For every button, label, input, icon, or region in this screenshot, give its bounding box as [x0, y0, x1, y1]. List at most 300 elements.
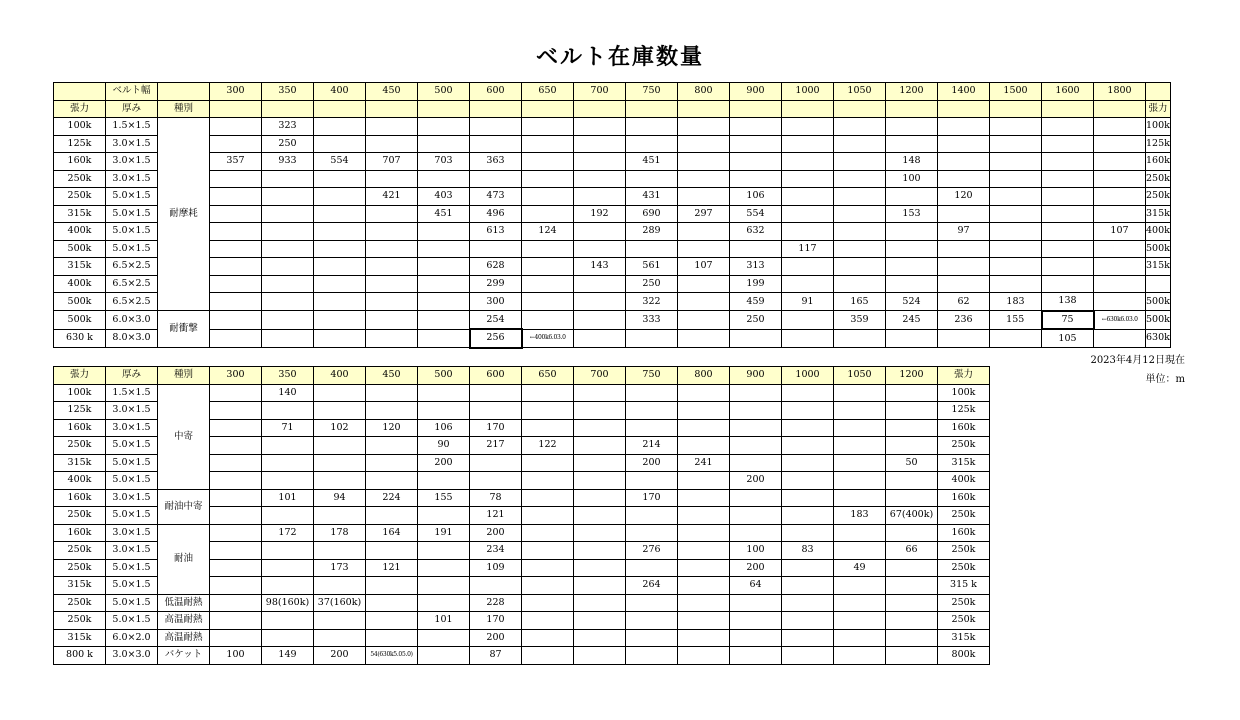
- stock-cell: [522, 419, 574, 437]
- stock-cell: [262, 223, 314, 241]
- stock-cell: [262, 507, 314, 525]
- stock-cell: [522, 258, 574, 276]
- stock-cell: [522, 275, 574, 293]
- tension-cell-right: 315k: [1146, 205, 1171, 223]
- stock-cell: [990, 258, 1042, 276]
- tension-cell-right: 160k: [938, 419, 990, 437]
- stock-cell: 172: [262, 524, 314, 542]
- stock-cell: [314, 542, 366, 560]
- stock-cell: [626, 472, 678, 490]
- stock-cell: 707: [366, 153, 418, 171]
- stock-cell: 140: [262, 384, 314, 402]
- stock-cell: [314, 437, 366, 455]
- stock-cell: [210, 594, 262, 612]
- stock-cell: [678, 329, 730, 348]
- tension-cell-right: 500k: [1146, 240, 1171, 258]
- tension-cell: 125k: [54, 135, 106, 153]
- thickness-cell: 6.0×2.0: [106, 629, 158, 647]
- tension-cell: 125k: [54, 402, 106, 420]
- stock-cell: [314, 240, 366, 258]
- stock-cell: [210, 258, 262, 276]
- tension-cell: 160k: [54, 489, 106, 507]
- table-row: [54, 223, 1171, 241]
- stock-cell: [522, 577, 574, 595]
- stock-cell: [314, 472, 366, 490]
- type-cell-bucket: バケット: [158, 647, 210, 665]
- stock-cell: [834, 454, 886, 472]
- stock-cell: [782, 454, 834, 472]
- thickness-cell: 6.5×2.5: [106, 275, 158, 293]
- header-empty-cell: [886, 100, 938, 118]
- stock-cell: 100: [886, 170, 938, 188]
- stock-cell: [574, 188, 626, 206]
- stock-cell: 122: [522, 437, 574, 455]
- stock-cell: 313: [730, 258, 782, 276]
- stock-cell: [782, 329, 834, 348]
- stock-cell: 101: [418, 612, 470, 630]
- stock-cell: [574, 454, 626, 472]
- stock-cell: 431: [626, 188, 678, 206]
- stock-cell: [782, 153, 834, 171]
- stock-cell: [522, 384, 574, 402]
- stock-cell: [418, 647, 470, 665]
- table-row: [54, 384, 990, 402]
- stock-cell: [574, 489, 626, 507]
- stock-cell: [626, 384, 678, 402]
- tension-cell-right: 315k: [938, 454, 990, 472]
- stock-cell: 164: [366, 524, 418, 542]
- stock-cell: [210, 293, 262, 311]
- stock-cell: [678, 384, 730, 402]
- type-cell-oil-medium: 耐油中寄: [158, 489, 210, 524]
- thickness-cell: 5.0×1.5: [106, 507, 158, 525]
- stock-cell: [626, 135, 678, 153]
- stock-cell: [626, 594, 678, 612]
- stock-cell: 554: [314, 153, 366, 171]
- width-header-400: 400: [314, 83, 366, 101]
- tension-cell-right: 500k: [1146, 293, 1171, 311]
- stock-cell: [1042, 223, 1094, 241]
- stock-cell: [886, 384, 938, 402]
- tension-cell: 500k: [54, 240, 106, 258]
- stock-cell: [262, 293, 314, 311]
- stock-cell: 170: [470, 612, 522, 630]
- width-header-650: 650: [522, 83, 574, 101]
- stock-cell: [314, 384, 366, 402]
- table-row: [54, 293, 1171, 311]
- stock-cell: [522, 170, 574, 188]
- stock-cell: [1042, 275, 1094, 293]
- stock-cell: 183: [834, 507, 886, 525]
- stock-cell: 250: [262, 135, 314, 153]
- stock-cell: [262, 437, 314, 455]
- stock-cell: [418, 170, 470, 188]
- stock-cell: [262, 612, 314, 630]
- header-empty-cell: [938, 100, 990, 118]
- header-empty-cell: [314, 100, 366, 118]
- stock-cell: 403: [418, 188, 470, 206]
- stock-cell: 322: [626, 293, 678, 311]
- type-cell-oil: 耐油: [158, 524, 210, 594]
- thickness-cell: 5.0×1.5: [106, 559, 158, 577]
- stock-cell: [730, 437, 782, 455]
- header-empty-cell: [1146, 83, 1171, 101]
- stock-cell: 200: [418, 454, 470, 472]
- tension-cell-right: 250k: [938, 437, 990, 455]
- stock-cell: [210, 188, 262, 206]
- stock-cell: [678, 612, 730, 630]
- stock-cell: [834, 205, 886, 223]
- thickness-cell: 5.0×1.5: [106, 437, 158, 455]
- tension-cell-right: 250k: [1146, 188, 1171, 206]
- stock-cell: [366, 594, 418, 612]
- stock-cell: [990, 205, 1042, 223]
- stock-cell: [834, 384, 886, 402]
- stock-cell: 109: [470, 559, 522, 577]
- stock-cell: [574, 437, 626, 455]
- table-row: [54, 170, 1171, 188]
- stock-cell: [366, 329, 418, 348]
- stock-cell: 54(630k5.05.0): [366, 647, 418, 665]
- thickness-cell: 3.0×1.5: [106, 489, 158, 507]
- stock-cell: 100: [730, 542, 782, 560]
- type-cell-impact: 耐衝撃: [158, 311, 210, 348]
- stock-cell: [730, 135, 782, 153]
- stock-cell: [886, 472, 938, 490]
- header-empty-cell: [54, 83, 106, 101]
- header-row-widths: [54, 83, 1171, 101]
- stock-cell: [1094, 329, 1146, 348]
- stock-cell: [522, 647, 574, 665]
- stock-cell: [314, 329, 366, 348]
- stock-cell: [366, 402, 418, 420]
- stock-cell: [262, 559, 314, 577]
- stock-cell: [678, 594, 730, 612]
- stock-cell: [366, 135, 418, 153]
- stock-cell: [730, 594, 782, 612]
- tension-cell-right: 400k: [1146, 223, 1171, 241]
- tension-cell-right: 315k: [1146, 258, 1171, 276]
- width-header-700: 700: [574, 367, 626, 385]
- stock-cell: [210, 577, 262, 595]
- stock-cell: [886, 402, 938, 420]
- stock-cell: 106: [418, 419, 470, 437]
- stock-cell: [210, 612, 262, 630]
- stock-cell: 66: [886, 542, 938, 560]
- stock-cell: [1094, 118, 1146, 136]
- stock-cell: 703: [418, 153, 470, 171]
- stock-cell: [262, 258, 314, 276]
- stock-cell: 451: [626, 153, 678, 171]
- stock-cell: [678, 293, 730, 311]
- stock-cell: [314, 454, 366, 472]
- stock-cell: [990, 188, 1042, 206]
- stock-cell: [1042, 240, 1094, 258]
- stock-cell: 97: [938, 223, 990, 241]
- stock-cell: 300: [470, 293, 522, 311]
- stock-cell: [574, 612, 626, 630]
- stock-cell: [678, 507, 730, 525]
- stock-cell: [470, 118, 522, 136]
- stock-cell: [1042, 188, 1094, 206]
- stock-cell: [782, 559, 834, 577]
- stock-cell: [678, 524, 730, 542]
- stock-cell: [782, 223, 834, 241]
- stock-cell: [886, 118, 938, 136]
- stock-cell: [210, 240, 262, 258]
- tension-cell: 315k: [54, 577, 106, 595]
- stock-cell: [782, 384, 834, 402]
- stock-cell: [834, 170, 886, 188]
- header-empty-cell: [1042, 100, 1094, 118]
- type-cell-low-heat: 低温耐熱: [158, 594, 210, 612]
- stock-cell: [1042, 153, 1094, 171]
- table-row: [54, 135, 1171, 153]
- stock-cell: [210, 311, 262, 330]
- header-empty-cell: [418, 100, 470, 118]
- stock-cell: [626, 240, 678, 258]
- stock-cell: [834, 594, 886, 612]
- stock-cell: [938, 118, 990, 136]
- tension-cell-right: 100k: [938, 384, 990, 402]
- width-header-1800: 1800: [1094, 83, 1146, 101]
- tension-cell: 250k: [54, 542, 106, 560]
- stock-cell: 75: [1042, 311, 1094, 330]
- stock-cell: [210, 559, 262, 577]
- stock-cell: [782, 311, 834, 330]
- tension-cell: 250k: [54, 612, 106, 630]
- stock-cell: 62: [938, 293, 990, 311]
- width-header-600: 600: [470, 83, 522, 101]
- stock-cell: [834, 629, 886, 647]
- tension-cell: 630 k: [54, 329, 106, 348]
- stock-cell: [782, 275, 834, 293]
- header-empty-cell: [1094, 100, 1146, 118]
- stock-cell: 357: [210, 153, 262, 171]
- stock-cell: [210, 524, 262, 542]
- stock-cell: [470, 472, 522, 490]
- stock-cell: [366, 612, 418, 630]
- stock-cell: [834, 524, 886, 542]
- tension-cell: 100k: [54, 384, 106, 402]
- table-row: [54, 258, 1171, 276]
- stock-cell: [886, 223, 938, 241]
- stock-cell: [522, 293, 574, 311]
- width-header-450: 450: [366, 367, 418, 385]
- stock-cell: 933: [262, 153, 314, 171]
- stock-cell: 100: [210, 647, 262, 665]
- stock-cell: 199: [730, 275, 782, 293]
- stock-cell: [314, 275, 366, 293]
- stock-cell: [678, 311, 730, 330]
- stock-cell: [730, 629, 782, 647]
- stock-cell: [782, 507, 834, 525]
- tension-cell-right: 125k: [938, 402, 990, 420]
- stock-cell: [990, 170, 1042, 188]
- stock-cell: [210, 329, 262, 348]
- stock-cell: [782, 118, 834, 136]
- width-header-1500: 1500: [990, 83, 1042, 101]
- stock-cell: [522, 153, 574, 171]
- stock-cell: [522, 472, 574, 490]
- stock-cell: [366, 629, 418, 647]
- stock-cell: [626, 559, 678, 577]
- stock-cell: 200: [626, 454, 678, 472]
- stock-cell: 121: [470, 507, 522, 525]
- stock-cell: [834, 188, 886, 206]
- stock-cell: [834, 329, 886, 348]
- tension-header: 張力: [54, 367, 106, 385]
- tension-cell: 400k: [54, 223, 106, 241]
- stock-cell: [210, 205, 262, 223]
- stock-cell: 67(400k): [886, 507, 938, 525]
- width-header-300: 300: [210, 367, 262, 385]
- stock-cell: [1094, 135, 1146, 153]
- width-header-1050: 1050: [834, 367, 886, 385]
- stock-cell: [678, 629, 730, 647]
- stock-cell: 200: [730, 559, 782, 577]
- tension-cell-right: 800k: [938, 647, 990, 665]
- stock-cell: [1042, 135, 1094, 153]
- tension-cell-right: [1146, 275, 1171, 293]
- table-row: [54, 524, 990, 542]
- stock-cell: [418, 275, 470, 293]
- stock-cell: 333: [626, 311, 678, 330]
- stock-cell: [574, 135, 626, 153]
- stock-cell: [522, 507, 574, 525]
- stock-cell: [834, 135, 886, 153]
- stock-cell: 102: [314, 419, 366, 437]
- stock-cell: 250: [730, 311, 782, 330]
- thickness-cell: 3.0×1.5: [106, 542, 158, 560]
- stock-cell: 524: [886, 293, 938, 311]
- tension-cell-right: 250k: [938, 542, 990, 560]
- stock-cell: 98(160k): [262, 594, 314, 612]
- thickness-cell: 5.0×1.5: [106, 454, 158, 472]
- stock-cell: [262, 629, 314, 647]
- stock-cell: [626, 329, 678, 348]
- table-row: [54, 612, 990, 630]
- tension-cell: 500k: [54, 293, 106, 311]
- stock-cell: 101: [262, 489, 314, 507]
- stock-cell: [210, 489, 262, 507]
- stock-cell: 149: [262, 647, 314, 665]
- stock-cell: [470, 577, 522, 595]
- width-header-1200: 1200: [886, 367, 938, 385]
- stock-cell: [782, 577, 834, 595]
- width-header-1600: 1600: [1042, 83, 1094, 101]
- tension-cell: 315k: [54, 454, 106, 472]
- stock-cell: [522, 629, 574, 647]
- stock-cell: [938, 153, 990, 171]
- stock-cell: [470, 402, 522, 420]
- header-empty-cell: [730, 100, 782, 118]
- stock-cell: [418, 542, 470, 560]
- stock-cell: 690: [626, 205, 678, 223]
- type-cell-medium: 中寄: [158, 384, 210, 489]
- stock-cell: [730, 329, 782, 348]
- stock-cell: [574, 419, 626, 437]
- stock-cell: [1094, 205, 1146, 223]
- stock-cell: [210, 542, 262, 560]
- tension-cell: 250k: [54, 437, 106, 455]
- stock-cell: [262, 170, 314, 188]
- tension-cell: 315k: [54, 629, 106, 647]
- stock-cell: [262, 311, 314, 330]
- tension-cell-right: 250k: [938, 594, 990, 612]
- stock-cell: 49: [834, 559, 886, 577]
- width-header-600: 600: [470, 367, 522, 385]
- stock-cell: 236: [938, 311, 990, 330]
- stock-cell: [366, 311, 418, 330]
- stock-cell: [314, 577, 366, 595]
- stock-cell: [314, 311, 366, 330]
- stock-cell: [678, 223, 730, 241]
- stock-cell: 561: [626, 258, 678, 276]
- stock-cell: [470, 170, 522, 188]
- stock-cell: 200: [314, 647, 366, 665]
- stock-cell: [314, 205, 366, 223]
- stock-cell: [418, 594, 470, 612]
- header-empty-cell: [262, 100, 314, 118]
- tension-cell-right: 160k: [938, 524, 990, 542]
- stock-cell: 138: [1042, 293, 1094, 311]
- stock-cell: [782, 489, 834, 507]
- stock-cell: 297: [678, 205, 730, 223]
- stock-cell: 90: [418, 437, 470, 455]
- header-empty-cell: [522, 100, 574, 118]
- stock-cell: [210, 629, 262, 647]
- stock-cell: 451: [418, 205, 470, 223]
- stock-cell: [1094, 258, 1146, 276]
- type-header: 種別: [158, 367, 210, 385]
- stock-cell: [886, 419, 938, 437]
- stock-cell: [366, 240, 418, 258]
- stock-cell: [886, 135, 938, 153]
- stock-cell: [834, 275, 886, 293]
- stock-cell: [522, 524, 574, 542]
- width-header-350: 350: [262, 83, 314, 101]
- stock-cell: [210, 402, 262, 420]
- stock-cell: [678, 118, 730, 136]
- stock-cell: [314, 188, 366, 206]
- stock-cell: [262, 188, 314, 206]
- stock-cell: [418, 258, 470, 276]
- stock-cell: [886, 258, 938, 276]
- stock-cell: [210, 507, 262, 525]
- header-empty-cell: [834, 100, 886, 118]
- stock-cell: [470, 240, 522, 258]
- stock-cell: [834, 223, 886, 241]
- stock-cell: ←400k6.03.0: [522, 329, 574, 348]
- stock-cell: [522, 542, 574, 560]
- table-row: [54, 240, 1171, 258]
- stock-cell: [522, 594, 574, 612]
- stock-cell: [938, 258, 990, 276]
- stock-cell: [990, 135, 1042, 153]
- width-header-900: 900: [730, 367, 782, 385]
- tension-cell-right: 160k: [1146, 153, 1171, 171]
- stock-cell: [626, 612, 678, 630]
- thickness-cell: 1.5×1.5: [106, 384, 158, 402]
- stock-cell: [366, 275, 418, 293]
- header-row-labels: [54, 100, 1171, 118]
- stock-cell: 459: [730, 293, 782, 311]
- stock-cell: [314, 170, 366, 188]
- stock-cell: [678, 559, 730, 577]
- stock-cell: [418, 311, 470, 330]
- stock-cell: [626, 647, 678, 665]
